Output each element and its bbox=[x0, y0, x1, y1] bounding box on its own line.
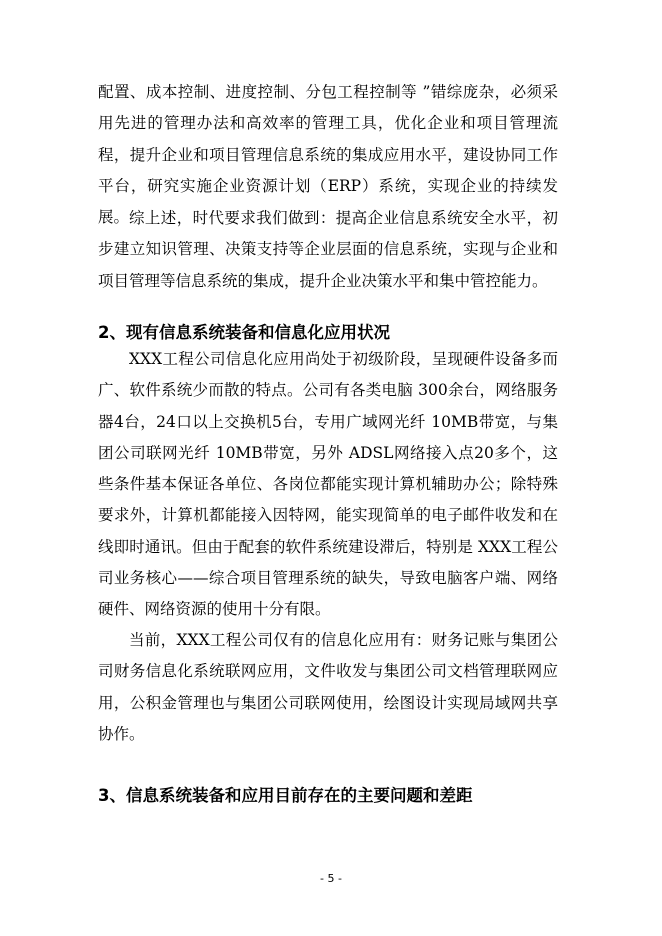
paragraph-current-applications: 当前，XXX工程公司仅有的信息化应用有：财务记账与集团公司财务信息化系统联网应用，文件收发与集团公司文档管理联网应用，公积金管理也与集团公司联网使用，绘图设计实现局域网共享协作。 bbox=[98, 631, 558, 743]
section-heading-2: 2、现有信息系统装备和信息化应用状况 bbox=[98, 323, 390, 342]
paragraph-management-flow: 配置、成本控制、进度控制、分包工程控制等 ”错综庞杂，必须采用先进的管理办法和高效率的管理工具，优化企业和项目管理流程，提升企业和项目管理信息系统的集成应用水平，建设协同工作平台，研究实施企业资源计划（ERP）系统，实现企业的持续发展。 bbox=[98, 83, 558, 227]
paragraph-summary: 综上述，时代要求我们做到：提高企业信息系统安全水平，初步建立知识管理、决策支持等企业层面的信息系统，实现与企业和项目管理等信息系统的集成，提升企业决策水平和集中管控能力。 bbox=[98, 209, 558, 290]
section-heading-3: 3、信息系统装备和应用目前存在的主要问题和差距 bbox=[98, 786, 473, 805]
page-number: - 5 - bbox=[320, 872, 342, 885]
paragraph-current-status: XXX工程公司信息化应用尚处于初级阶段，呈现硬件设备多而广、软件系统少而散的特点。公司有各类电脑 300余台，网络服务器4台，24口以上交换机5台，专用广域网光纤 10MB带宽，与集团公司联网光纤 10MB带宽，另外 ADSL网络接入点20多个，这些条件基本保证各单位、各岗位都能实现计算机辅助办公；除特殊要求外，计算机都能接入因特网，能实现简单的电子邮件收发和在线即时通讯。但由于配套的软件系统建设滞后，特别是 XXX工程公司业务核心——综合项目管理系统的缺失，导致电脑客户端、网络硬件、网络资源的使用十分有限。 bbox=[98, 350, 558, 619]
